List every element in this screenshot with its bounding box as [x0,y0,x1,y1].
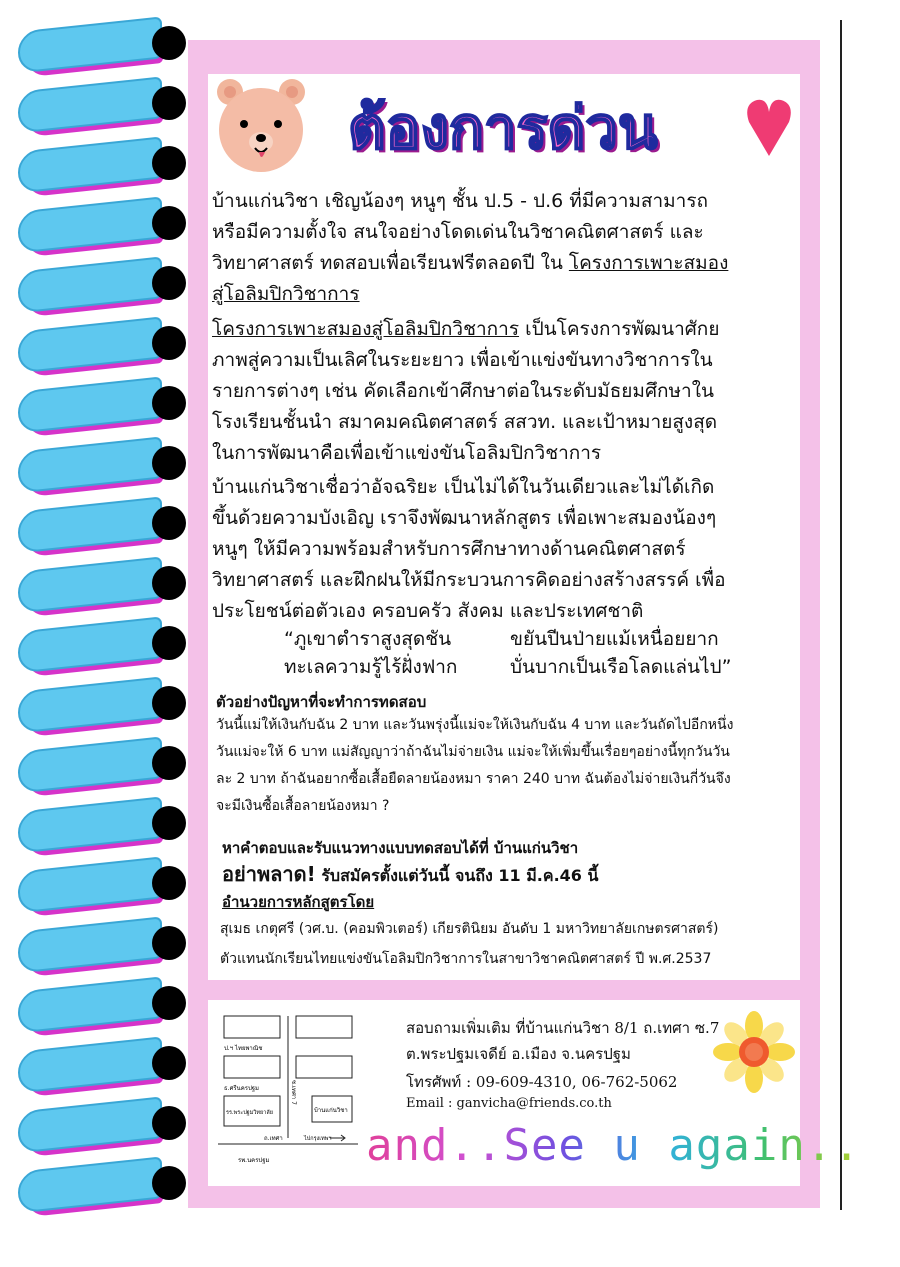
poem-line: บั่นบากเป็นเรือโลดแล่นไป” [510,656,732,678]
intro-paragraph [212,186,802,310]
spiral-coil [14,1100,174,1158]
flower-icon [712,1010,796,1094]
contact-email[interactable]: Email : ganvicha@friends.co.th [406,1096,612,1111]
project-paragraph [212,314,802,469]
director-line: ตัวแทนนักเรียนไทยแข่งขันโอลิมปิกวิชาการในสาขาวิชาคณิตศาสตร์ ปี พ.ศ.2537 [220,951,712,967]
spiral-coil [14,320,174,378]
example-line: วันแม่จะให้ 6 บาท แม่สัญญาว่าถ้าฉันไม่จ่ายเงิน แม่จะให้เพิ่มขึ้นเรื่อยๆอย่างนี้ทุกวันวัน [216,744,730,760]
belief-line: หนูๆ ให้มีความพร้อมสำหรับการศึกษาทางด้านคณิตศาสตร์ [212,538,686,560]
spiral-coil [14,500,174,558]
spiral-coil [14,800,174,858]
project-name: โครงการเพาะสมองสู่โอลิมปิกวิชาการ [212,318,520,340]
director-line: สุเมธ เกตุศรี (วศ.บ. (คอมพิวเตอร์) เกียรตินิยม อันดับ 1 มหาวิทยาลัยเกษตรศาสตร์) [220,921,719,937]
spiral-coil [14,620,174,678]
spiral-coil [14,200,174,258]
contact-address: สอบถามเพิ่มเติม ที่บ้านแก่นวิชา 8/1 ถ.เทศา ซ.7 [406,1019,720,1037]
intro-line: หรือมีความตั้งใจ สนใจอย่างโดดเด่นในวิชาคณิตศาสตร์ และ [212,221,704,243]
spiral-binding [0,20,185,1220]
example-line: วันนี้แม่ให้เงินกับฉัน 2 บาท และวันพรุ่งนี้แม่จะให้เงินกับฉัน 4 บาท และวันถัดไปอีกหนึ่ง [216,717,734,733]
spiral-coil [14,140,174,198]
example-title: ตัวอย่างปัญหาที่จะทำการทดสอบ [216,693,427,711]
example-problem [216,712,796,820]
project-link: สู่โอลิมปิกวิชาการ [212,283,360,305]
deadline-text: รับสมัครตั้งแต่วันนี้ จนถึง 11 มี.ค.46 นี้ [315,866,599,885]
spiral-coil [14,20,174,78]
spiral-coil [14,440,174,498]
project-line: โรงเรียนชั้นนำ สมาคมคณิตศาสตร์ สสวท. และเป้าหมายสูงสุด [212,411,718,433]
project-text: เป็นโครงการพัฒนาศักย [519,318,720,340]
example-line: ละ 2 บาท ถ้าฉันอยากซื้อเสื้อยืดลายน้องหมา ราคา 240 บาท ฉันต้องไม่จ่ายเงินกี่วันจึง [216,771,731,787]
page-title: ต้องการด่วน [348,94,658,162]
director-title: อำนวยการหลักสูตรโดย [222,893,375,911]
spiral-coil [14,980,174,1038]
belief-line: ประโยชน์ต่อตัวเอง ครอบครัว สังคม และประเทศชาติ [212,600,644,622]
map-label: ซ.เทศา 7 [290,1080,297,1105]
contact-address: ต.พระปฐมเจดีย์ อ.เมือง จ.นครปฐม [406,1045,631,1063]
map-label: ธ.ศรีนครปฐม [224,1085,260,1092]
map-label: บ้านแก่นวิชา [314,1107,348,1114]
deadline-note [222,858,598,890]
deadline-strong: อย่าพลาด! [222,862,316,886]
map-label: ป.ฯ ไทยพาณิช [224,1045,263,1052]
spiral-coil [14,920,174,978]
spiral-coil [14,680,174,738]
map-label: ไปกรุงเทพฯ [304,1136,332,1142]
project-line [212,314,802,345]
project-line: ในการพัฒนาคือเพื่อเข้าแข่งขันโอลิมปิกวิชาการ [212,442,602,464]
example-line: จะมีเงินซื้อเสื้อลายน้องหมา ? [216,798,390,814]
spiral-coil [14,1160,174,1218]
spiral-coil [14,80,174,138]
project-line: ภาพสู่ความเป็นเลิศในระยะยาว เพื่อเข้าแข่งขันทางวิชาการใน [212,349,713,371]
project-link: โครงการเพาะสมอง [568,252,729,274]
spiral-coil [14,740,174,798]
poem-line: “ภูเขาตำราสูงสุดชัน [284,628,452,650]
intro-text: วิทยาศาสตร์ ทดสอบเพื่อเรียนฟรีตลอดปี ใน [212,252,569,274]
spiral-coil [14,860,174,918]
belief-paragraph [212,472,802,627]
spiral-coil [14,1040,174,1098]
contact-phone: โทรศัพท์ : 09-609-4310, 06-762-5062 [406,1073,678,1091]
poem-line: ทะเลความรู้ไร้ฝั่งฟาก [284,656,458,678]
map-label: รพ.นครปฐม [238,1157,270,1164]
farewell-text: and..See u again.. [366,1116,861,1176]
map-label: รร.พระปฐมวิทยาลัย [226,1110,273,1116]
location-map [218,1010,358,1170]
belief-line: ขึ้นด้วยความบังเอิญ เราจึงพัฒนาหลักสูตร เพื่อเพาะสมองน้องๆ [212,507,717,529]
answer-note: หาคำตอบและรับแนวทางแบบทดสอบได้ที่ บ้านแก่นวิชา [222,839,579,857]
poem-line: ขยันปีนป่ายแม้เหนื่อยยาก [510,628,719,650]
intro-line: บ้านแก่นวิชา เชิญน้องๆ หนูๆ ชั้น ป.5 - ป.6 ที่มีความสามารถ [212,190,709,212]
spiral-coil [14,260,174,318]
spiral-coil [14,380,174,438]
project-line: รายการต่างๆ เช่น คัดเลือกเข้าศึกษาต่อในระดับมัธยมศึกษาใน [212,380,714,402]
bear-face-icon [212,76,310,176]
belief-line: บ้านแก่นวิชาเชื่อว่าอัจฉริยะ เป็นไม่ได้ในวันเดียวและไม่ได้เกิด [212,476,715,498]
intro-line [212,248,802,279]
belief-line: วิทยาศาสตร์ และฝึกฝนให้มีกระบวนการคิดอย่างสร้างสรรค์ เพื่อ [212,569,726,591]
map-label: ถ.เทศา [264,1135,283,1142]
heart-icon [745,94,793,158]
page-edge-line [840,20,842,1210]
spiral-coil [14,560,174,618]
